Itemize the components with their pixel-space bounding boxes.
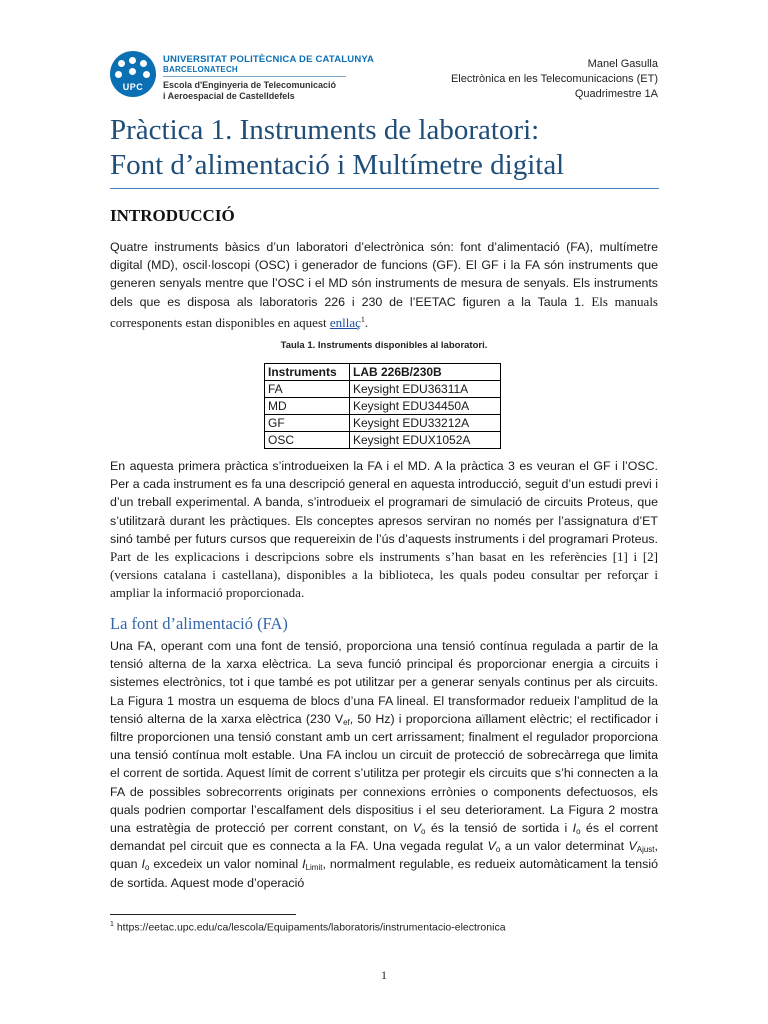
footnote bbox=[110, 921, 506, 934]
footnote-ref[interactable]: 1 bbox=[360, 314, 365, 324]
table-cell: Keysight EDUX1052A bbox=[350, 432, 501, 449]
table-cell: Keysight EDU33212A bbox=[350, 415, 501, 432]
table-row bbox=[265, 415, 501, 432]
intro-p1-text: Quatre instruments bàsics d’un laboratori d’electrònica són: font d’alimentació (FA), multímetre digital (MD), oscil·loscopi (OSC) i generador de funcions (GF). El GF i la FA són instruments que generen senyals mentre que l’OSC i el MD són instruments de mesura de senyals. Els instruments dels que es disposa als laboratoris 226 i 230 de l’EETAC figuren a la Taula 1. bbox=[110, 240, 658, 309]
table-header-row bbox=[265, 364, 501, 381]
fa-text: , quan bbox=[110, 839, 658, 872]
table-cell: Keysight EDU34450A bbox=[350, 398, 501, 415]
table-row bbox=[265, 381, 501, 398]
table-cell: FA bbox=[265, 381, 350, 398]
document-title-line2: Font d’alimentació i Multímetre digital bbox=[110, 149, 565, 181]
subtitle-tech: TECH bbox=[215, 65, 238, 74]
fa-text: és el corrent demandat pel circuit que es connecta a la FA. Una vegada regulat bbox=[110, 821, 658, 854]
intro-paragraph-1 bbox=[110, 238, 658, 332]
footnote-mark: 1 bbox=[110, 921, 114, 928]
table-caption: Taula 1. Instruments disponibles al laboratori. bbox=[280, 340, 488, 351]
subtitle-barcelona: BARCELONA bbox=[163, 65, 216, 74]
fa-text: Una FA, operant com una font de tensió, proporciona una tensió contínua regulada a partir de la tensió alterna de la xarxa elèctrica. La seva funció principal és proporcionar energia a circuits i sistemes electrònics, tot i que també es pot utilitzar per a generar senyals continus per als circuits. La Figura 1 mostra un esquema de blocs d’una FA lineal. El transformador redueix l’amplitud de la tensió alterna de la xarxa elèctrica (230 V bbox=[110, 639, 658, 726]
header-author: Manel Gasulla bbox=[587, 58, 658, 70]
university-name: UNIVERSITAT POLITÈCNICA DE CATALUNYA bbox=[163, 54, 375, 65]
school-name-line2: i Aeroespacial de Castelldefels bbox=[163, 91, 295, 101]
header-course: Electrònica en les Telecomunicacions (ET) bbox=[450, 73, 658, 85]
page-number: 1 bbox=[381, 968, 387, 982]
fa-variable: I bbox=[141, 857, 145, 872]
university-subtitle bbox=[163, 65, 238, 74]
instruments-table bbox=[264, 363, 501, 449]
fa-text: a un valor determinat bbox=[500, 839, 629, 854]
fa-subscript: Limit bbox=[305, 863, 323, 873]
fa-variable: V bbox=[487, 839, 496, 854]
fa-variable: I bbox=[572, 821, 577, 836]
document-title-line1: Pràctica 1. Instruments de laboratori: bbox=[110, 114, 540, 146]
footnote-url[interactable]: https://eetac.upc.edu/ca/lescola/Equipaments/laboratoris/instrumentacio-electronica bbox=[113, 921, 506, 934]
table-cell: Keysight EDU36311A bbox=[350, 381, 501, 398]
table-header-instruments: Instruments bbox=[265, 364, 350, 381]
fa-subscript: ef bbox=[343, 717, 350, 727]
table-header-lab: LAB 226B/230B bbox=[350, 364, 501, 381]
upc-logo bbox=[110, 51, 156, 97]
fa-variable: V bbox=[412, 821, 421, 836]
fa-text: , normalment regulable, es redueix automàticament la tensió de sortida. Aquest mode d’operació bbox=[110, 857, 658, 890]
school-name-line1: Escola d'Enginyeria de Telecomunicació bbox=[163, 80, 337, 90]
power-supply-paragraph bbox=[110, 637, 658, 892]
fa-subscript: o bbox=[421, 827, 426, 837]
manuals-link[interactable]: enllaç bbox=[329, 314, 361, 330]
intro-p1-serif-text: Els manuals corresponents estan disponibles en aquest bbox=[110, 293, 658, 330]
table-row bbox=[265, 432, 501, 449]
header-term: Quadrimestre 1A bbox=[574, 88, 658, 100]
section-heading-power-supply: La font d’alimentació (FA) bbox=[110, 614, 288, 633]
intro-paragraph-2 bbox=[110, 457, 658, 603]
fa-variable: V bbox=[628, 839, 637, 854]
fa-text: , 50 Hz) i proporciona aïllament elèctric; el rectificador i filtre proporcionen una tensió constant amb un cert arrissament; finalment el regulador proporciona una tensió contínua molt estable. Una FA inclou un circuit de protecció de sobrecàrrega que limita el corrent de sortida. Aquest límit de corrent s’utilitza per protegir els circuits que s’hi connecten a la FA de possibles sobrecorrents originats per connexions errònies o components defectuosos, els quals podrien comportar l’escalfament dels dispositius i el seu deteriorament. La Figura 2 mostra una estratègia de protecció per corrent constant, on bbox=[110, 711, 658, 836]
fa-variable: I bbox=[302, 857, 306, 872]
section-heading-intro: INTRODUCCIÓ bbox=[110, 206, 235, 225]
table-cell: MD bbox=[265, 398, 350, 415]
table-cell: OSC bbox=[265, 432, 350, 449]
intro-p1-end: . bbox=[364, 314, 369, 330]
table-cell: GF bbox=[265, 415, 350, 432]
logo-divider bbox=[163, 76, 346, 77]
intro-p2-text: En aquesta primera pràctica s’introdueixen la FA i el MD. A la pràctica 3 es veuran el GF i l’OSC. Per a cada instrument es fa una descripció general en aquesta introducció, seguit d’un estudi previ i d’un treball experimental. A banda, s’introdueix el programari de simulació de circuits Proteus, que s’utilitzarà durant les pràctiques. Els conceptes apresos serviran no només per l’assignatura d’ET sinó també per futurs cursos que requereixin de l’ús d’aquests instruments i del programari Proteus. bbox=[110, 459, 658, 546]
fa-subscript: o bbox=[144, 863, 150, 873]
fa-subscript: o bbox=[495, 845, 501, 855]
fa-subscript: o bbox=[576, 827, 581, 837]
fa-text: és la tensió de sortida i bbox=[425, 821, 573, 836]
intro-p2-serif-text: Part de les explicacions i descripcions sobre els instruments s’han basat en les referències [1] i [2] (versions catalana i castellana), disponibles a la biblioteca, les quals podeu consultar per reforçar i ampliar la informació proporcionada. bbox=[110, 549, 658, 601]
fa-subscript: Ajust bbox=[636, 845, 655, 855]
table-row bbox=[265, 398, 501, 415]
title-divider bbox=[110, 188, 659, 189]
logo-text: UPC bbox=[122, 82, 144, 92]
footnote-divider bbox=[110, 914, 296, 915]
fa-text: excedeix un valor nominal bbox=[149, 857, 303, 872]
